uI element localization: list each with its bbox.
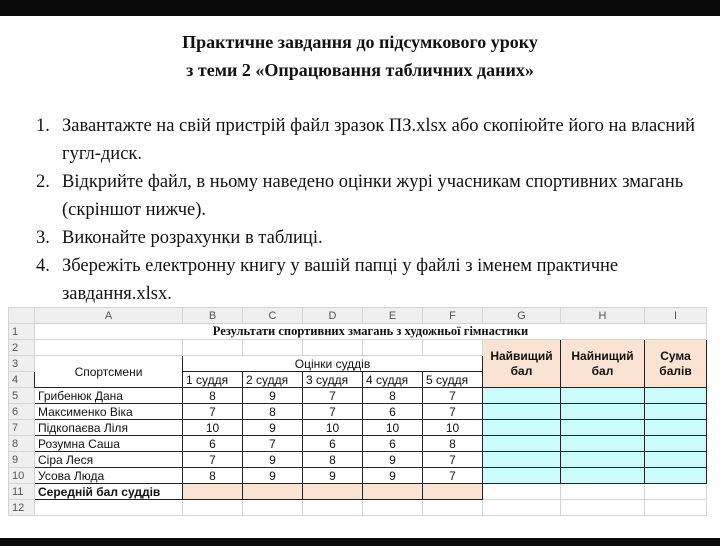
average-result-cell[interactable] <box>423 484 483 500</box>
cell[interactable] <box>303 500 363 516</box>
header-max-cell[interactable]: Найвищий бал <box>483 340 561 388</box>
sum-result-cell[interactable] <box>645 404 707 420</box>
header-scores-cell[interactable]: Оцінки суддів <box>183 356 483 372</box>
sheet-row <box>9 452 707 468</box>
header-athletes-cell[interactable]: Спортсмени <box>35 356 183 388</box>
score-cell[interactable]: 6 <box>363 436 423 452</box>
task-item: 3. Виконайте розрахунки в таблиці. <box>36 228 323 248</box>
task-text: Збережіть електронну книгу у вашій папці у файлі з іменем практичне завдання.xlsx. <box>62 256 619 304</box>
column-header[interactable]: G <box>483 308 561 324</box>
cell[interactable] <box>243 500 303 516</box>
score-cell[interactable]: 7 <box>183 404 243 420</box>
min-result-cell[interactable] <box>561 468 645 484</box>
judge-header-cell[interactable]: 1 суддя <box>183 372 243 388</box>
score-cell[interactable]: 6 <box>363 404 423 420</box>
cell[interactable] <box>243 340 303 356</box>
column-header[interactable]: E <box>363 308 423 324</box>
score-cell[interactable]: 9 <box>243 388 303 404</box>
sheet-row <box>9 468 707 484</box>
score-cell[interactable]: 7 <box>423 452 483 468</box>
score-cell[interactable]: 7 <box>423 388 483 404</box>
header-min-cell[interactable]: Найнищий бал <box>561 340 645 388</box>
judge-header-cell[interactable]: 3 суддя <box>303 372 363 388</box>
sheet-row <box>9 500 707 516</box>
average-result-cell[interactable] <box>303 484 363 500</box>
score-cell[interactable]: 9 <box>363 452 423 468</box>
max-result-cell[interactable] <box>483 388 561 404</box>
column-header[interactable]: A <box>35 308 183 324</box>
max-result-cell[interactable] <box>483 468 561 484</box>
column-header[interactable]: H <box>561 308 645 324</box>
score-cell[interactable]: 7 <box>303 404 363 420</box>
column-header[interactable]: D <box>303 308 363 324</box>
average-result-cell[interactable] <box>243 484 303 500</box>
row-number[interactable]: 4 <box>9 372 35 388</box>
score-cell[interactable]: 8 <box>363 388 423 404</box>
row-number[interactable]: 3 <box>9 356 35 372</box>
cell[interactable] <box>363 500 423 516</box>
score-cell[interactable]: 8 <box>183 388 243 404</box>
cell[interactable] <box>483 500 561 516</box>
task-item: 1. Завантажте на свій пристрій файл зразок ПЗ.xlsx або скопіюйте його на власний гугл-диск. <box>36 116 696 164</box>
score-cell[interactable]: 10 <box>423 420 483 436</box>
header-sum-cell[interactable]: Сума балів <box>645 340 707 388</box>
task-text: Відкрийте файл, в ньому наведено оцінки журі учасникам спортивних змагань (скріншот нижче). <box>62 172 684 220</box>
page-title-line1: Практичне завдання до підсумкового уроку <box>182 32 538 52</box>
row-number[interactable]: 7 <box>9 420 35 436</box>
sheet-row <box>9 436 707 452</box>
row-number[interactable]: 10 <box>9 468 35 484</box>
task-item: 2. Відкрийте файл, в ньому наведено оцінки журі учасникам спортивних змагань (скріншот нижче). <box>36 172 684 220</box>
score-cell[interactable]: 7 <box>423 404 483 420</box>
column-header-row <box>9 308 707 324</box>
score-cell[interactable]: 7 <box>303 388 363 404</box>
average-label-cell[interactable]: Середній бал суддів <box>35 484 183 500</box>
score-cell[interactable]: 9 <box>363 468 423 484</box>
judge-header-cell[interactable]: 2 суддя <box>243 372 303 388</box>
max-result-cell[interactable] <box>483 420 561 436</box>
row-number[interactable]: 1 <box>9 324 35 340</box>
row-number[interactable]: 11 <box>9 484 35 500</box>
cell[interactable] <box>183 340 243 356</box>
cell[interactable] <box>561 484 645 500</box>
sum-result-cell[interactable] <box>645 436 707 452</box>
cell[interactable] <box>35 340 183 356</box>
score-cell[interactable]: 7 <box>183 452 243 468</box>
judge-header-cell[interactable]: 4 суддя <box>363 372 423 388</box>
athlete-name-cell[interactable]: Розумна Саша <box>35 436 183 452</box>
row-number[interactable]: 9 <box>9 452 35 468</box>
athlete-name-cell[interactable]: Підкопаєва Ліля <box>35 420 183 436</box>
cell[interactable] <box>645 484 707 500</box>
sheet-title-cell[interactable]: Результати спортивних змагань з художньої гімнастики <box>35 324 707 340</box>
score-cell[interactable]: 7 <box>423 468 483 484</box>
row-number[interactable]: 6 <box>9 404 35 420</box>
column-header[interactable]: F <box>423 308 483 324</box>
cell[interactable] <box>483 484 561 500</box>
sum-result-cell[interactable] <box>645 420 707 436</box>
score-cell[interactable]: 6 <box>303 436 363 452</box>
average-result-cell[interactable] <box>183 484 243 500</box>
sheet-row <box>9 420 707 436</box>
row-number[interactable]: 2 <box>9 340 35 356</box>
min-result-cell[interactable] <box>561 420 645 436</box>
athlete-name-cell[interactable]: Максименко Віка <box>35 404 183 420</box>
sum-result-cell[interactable] <box>645 388 707 404</box>
max-result-cell[interactable] <box>483 404 561 420</box>
athlete-name-cell[interactable]: Грибенюк Дана <box>35 388 183 404</box>
column-header[interactable]: I <box>645 308 707 324</box>
score-cell[interactable]: 7 <box>243 436 303 452</box>
column-header[interactable]: B <box>183 308 243 324</box>
score-cell[interactable]: 10 <box>363 420 423 436</box>
task-item: 4. Збережіть електронну книгу у вашій папці у файлі з іменем практичне завдання.xlsx. <box>36 256 619 304</box>
score-cell[interactable]: 10 <box>183 420 243 436</box>
sheet-row <box>9 404 707 420</box>
score-cell[interactable]: 9 <box>243 452 303 468</box>
sheet-row <box>9 388 707 404</box>
spreadsheet-grid <box>8 307 707 516</box>
cell[interactable] <box>423 340 483 356</box>
min-result-cell[interactable] <box>561 404 645 420</box>
bottom-border <box>0 538 720 546</box>
min-result-cell[interactable] <box>561 436 645 452</box>
max-result-cell[interactable] <box>483 436 561 452</box>
task-text: Завантажте на свій пристрій файл зразок ПЗ.xlsx або скопіюйте його на власний гугл-диск. <box>62 116 696 164</box>
score-cell[interactable]: 8 <box>423 436 483 452</box>
athlete-name-cell[interactable]: Сіра Леся <box>35 452 183 468</box>
sum-result-cell[interactable] <box>645 468 707 484</box>
cell[interactable] <box>303 340 363 356</box>
score-cell[interactable]: 8 <box>243 404 303 420</box>
score-cell[interactable]: 8 <box>303 452 363 468</box>
row-number[interactable]: 5 <box>9 388 35 404</box>
cell[interactable] <box>561 500 645 516</box>
cell[interactable] <box>423 500 483 516</box>
task-list <box>36 112 716 308</box>
sheet-row <box>9 484 707 500</box>
score-cell[interactable]: 6 <box>183 436 243 452</box>
min-result-cell[interactable] <box>561 388 645 404</box>
cell[interactable] <box>183 500 243 516</box>
score-cell[interactable]: 9 <box>243 420 303 436</box>
page-title-line2: з теми 2 «Опрацювання табличних даних» <box>186 60 534 80</box>
select-all-corner[interactable] <box>9 308 35 324</box>
sum-result-cell[interactable] <box>645 452 707 468</box>
score-cell[interactable]: 9 <box>243 468 303 484</box>
cell[interactable] <box>645 500 707 516</box>
min-result-cell[interactable] <box>561 452 645 468</box>
cell[interactable] <box>363 340 423 356</box>
judge-header-cell[interactable]: 5 суддя <box>423 372 483 388</box>
athlete-name-cell[interactable]: Усова Люда <box>35 468 183 484</box>
spreadsheet-screenshot <box>8 307 714 538</box>
sheet-row <box>9 340 707 356</box>
row-number[interactable]: 8 <box>9 436 35 452</box>
score-cell[interactable]: 10 <box>303 420 363 436</box>
score-cell[interactable]: 9 <box>303 468 363 484</box>
column-header[interactable]: C <box>243 308 303 324</box>
max-result-cell[interactable] <box>483 452 561 468</box>
cell[interactable] <box>35 500 183 516</box>
row-number[interactable]: 12 <box>9 500 35 516</box>
score-cell[interactable]: 8 <box>183 468 243 484</box>
sheet-row <box>9 324 707 340</box>
average-result-cell[interactable] <box>363 484 423 500</box>
top-border <box>0 0 720 16</box>
task-text: Виконайте розрахунки в таблиці. <box>62 228 323 248</box>
